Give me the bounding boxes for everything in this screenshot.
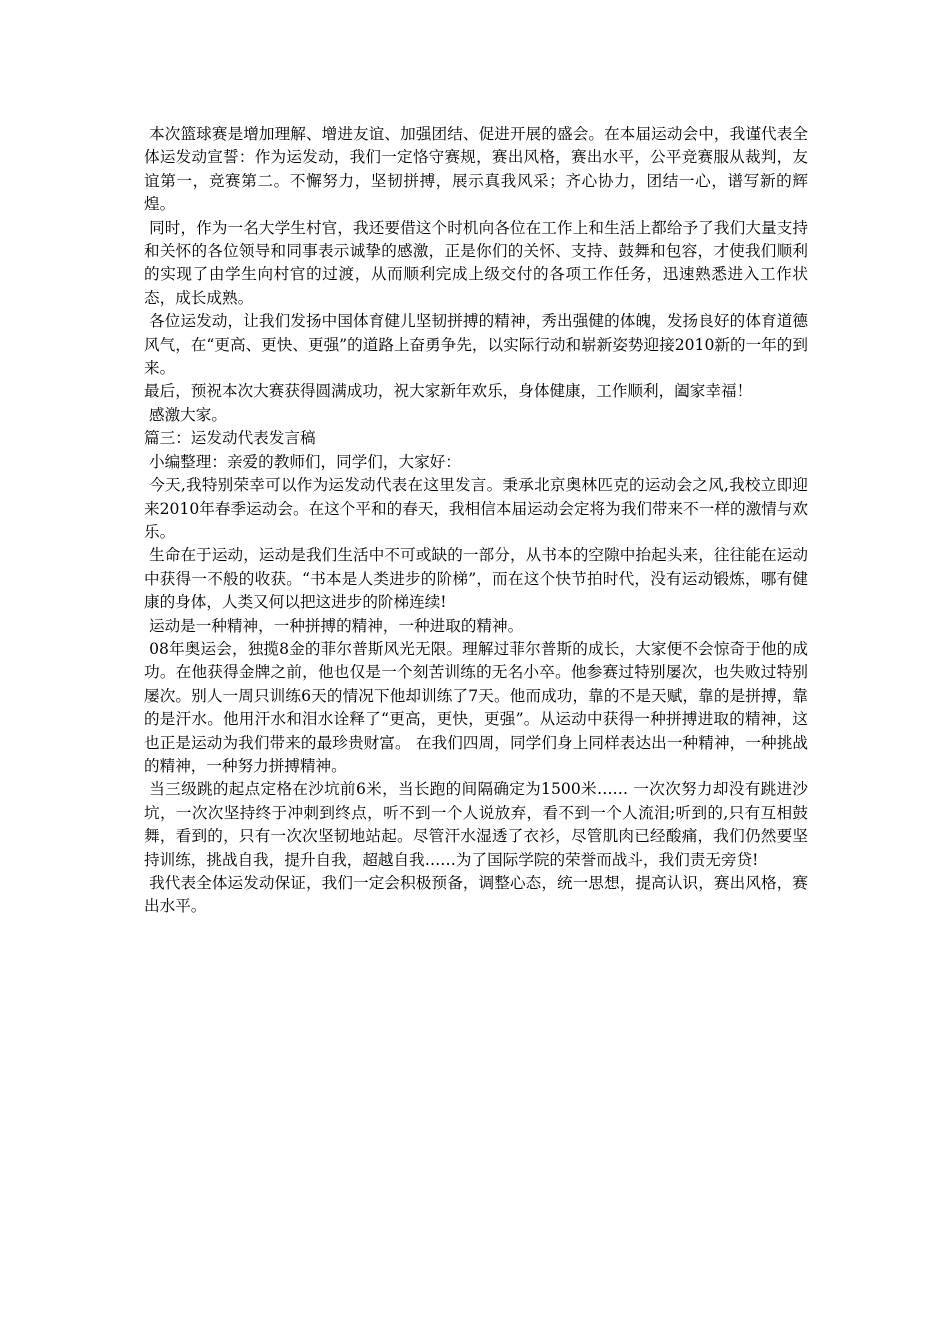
- paragraph-closing-pledge: 我代表全体运发动保证，我们一定会积极预备，调整心态，统一思想，提高认识，赛出风格，赛出水平。: [144, 874, 808, 916]
- paragraph-basketball-pledge: 本次篮球赛是增加理解、增进友谊、加强团结、促进开展的盛会。在本届运动会中，我谨代表全体运发动宣誓：作为运发动，我们一定恪守赛规，赛出风格，赛出水平，公平竞赛服从裁判，友谊第一，竞赛第二。不懈努力，坚韧拼搏，展示真我风采；齐心协力，团结一心，谱写新的辉煌。: [144, 125, 808, 214]
- paragraph-greeting: 小编整理：亲爱的教师们，同学们，大家好：: [144, 452, 461, 471]
- paragraph-final-wishes: 最后，预祝本次大赛获得圆满成功，祝大家新年欢乐，身体健康，工作顺利，阖家幸福！: [144, 382, 753, 401]
- paragraph-phelps: 08年奥运会，独揽8金的菲尔普斯风光无限。理解过菲尔普斯的成长，大家便不会惊奇于他的成功。在他获得金牌之前，他也仅是一个刻苦训练的无名小卒。他参赛过特别屡次，也失败过特别屡次。别人一周只训练6天的情况下他却训练了7天。他而成功，靠的不是天赋，靠的是拼搏，靠的是汗水。他用汗水和泪水诠释了“更高，更快，更强”。从运动中获得一种拼搏进取的精神，这也正是运动为我们带来的最珍贵财富。 在我们四周，同学们身上同样表达出一种精神，一种挑战的精神，一种努力拼搏精神。: [144, 639, 808, 775]
- document-body: [144, 123, 808, 919]
- paragraph-athletes-spirit: 各位运发动，让我们发扬中国体育健儿坚韧拼搏的精神，秀出强健的体魄，发扬良好的体育道德风气，在“更高、更快、更强”的道路上奋勇争先，以实际行动和崭新姿势迎接2010新的一年的到来。: [144, 312, 808, 378]
- section-heading-part-three: 篇三：运发动代表发言稿: [144, 429, 316, 448]
- paragraph-sport-is-spirit: 运动是一种精神，一种拼搏的精神，一种进取的精神。: [144, 616, 524, 635]
- paragraph-village-official-thanks: 同时，作为一名大学生村官，我还要借这个时机向各位在工作上和生活上都给予了我们大量支持和关怀的各位领导和同事表示诚挚的感激，正是你们的关怀、支持、鼓舞和包容，才使我们顺利的实现了由学生向村官的过渡，从而顺利完成上级交付的各项工作任务，迅速熟悉进入工作状态，成长成熟。: [144, 218, 808, 307]
- paragraph-thanks: 感激大家。: [144, 405, 227, 424]
- paragraph-opening-speech: 今天,我特别荣幸可以作为运发动代表在这里发言。秉承北京奥林匹克的运动会之风,我校立即迎来2010年春季运动会。在这个平和的春天，我相信本届运动会定将为我们带来不一样的激情与欢乐。: [144, 476, 808, 541]
- paragraph-triple-jump: 当三级跳的起点定格在沙坑前6米，当长跑的间隔确定为1500米…… 一次次努力却没有跳进沙坑，一次次坚持终于冲刺到终点，听不到一个人说放弃，看不到一个人流泪;听到的,只有互相鼓舞，看到的，只有一次次坚韧地站起。尽管汗水湿透了衣衫，尽管肌肉已经酸痛，我们仍然要坚持训练，挑战自我，提升自我，超越自我……为了国际学院的荣誉而战斗，我们责无旁贷!: [144, 780, 808, 869]
- paragraph-life-in-motion: 生命在于运动，运动是我们生活中不可或缺的一部分，从书本的空隙中抬起头来，往往能在运动中获得一不般的收获。“书本是人类进步的阶梯”，而在这个快节拍时代，没有运动锻炼，哪有健康的身体，人类又何以把这进步的阶梯连续!: [144, 546, 808, 612]
